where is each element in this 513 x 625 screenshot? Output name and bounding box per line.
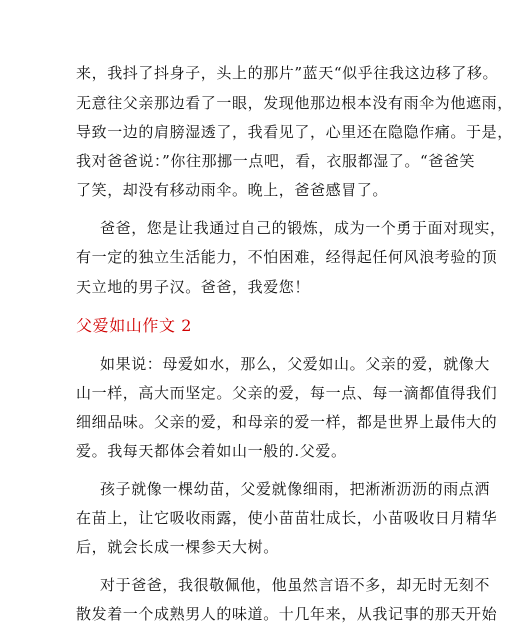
paragraph-1-line-4: 我对爸爸说：”你往那挪一点吧，看，衣服都湿了。“爸爸笑 [76,152,476,170]
paragraph-5-line-1: 对于爸爸，我很敬佩他，他虽然言语不多，却无时无刻不 [100,576,491,594]
paragraph-2-line-2: 有一定的独立生活能力，不怕困难，经得起任何风浪考验的顶 [76,248,498,266]
paragraph-4-line-1: 孩子就像一棵幼苗，父爱就像细雨，把淅淅沥沥的雨点洒 [100,480,491,498]
paragraph-1-line-1: 来，我抖了抖身子，头上的那片”蓝天“似乎往我这边移了移。 [76,64,499,82]
paragraph-3-line-4: 爱。我每天都体会着如山一般的.父爱。 [76,442,347,460]
paragraph-4-line-2: 在苗上，让它吸收雨露，使小苗苗壮成长，小苗吸收日月精华 [76,509,498,527]
paragraph-1-line-2: 无意往父亲那边看了一眼，发现他那边根本没有雨伞为他遮雨， [76,94,513,112]
paragraph-3-line-1: 如果说：母爱如水，那么，父爱如山。父亲的爱，就像大 [100,355,491,373]
paragraph-1-line-3: 导致一边的肩膀湿透了，我看见了，心里还在隐隐作痛。于是， [76,123,513,141]
paragraph-1-line-5: 了笑，却没有移动雨伞。晚上，爸爸感冒了。 [76,181,389,199]
paragraph-3-line-2: 山一样，高大而坚定。父亲的爱，每一点、每一滴都值得我们 [76,384,498,402]
paragraph-4-line-3: 后，就会长成一棵参天大树。 [76,538,279,556]
paragraph-5-line-2: 散发着一个成熟男人的味道。十几年来，从我记事的那天开始 [76,605,498,623]
paragraph-2-line-1: 爸爸，您是让我通过自己的锻炼，成为一个勇于面对现实， [100,219,506,237]
section-heading: 父爱如山作文 2 [76,316,193,335]
paragraph-3-line-3: 细细品味。父亲的爱，和母亲的爱一样，都是世界上最伟大的 [76,413,498,431]
paragraph-2-line-3: 天立地的男子汉。爸爸，我爱您！ [76,278,311,296]
